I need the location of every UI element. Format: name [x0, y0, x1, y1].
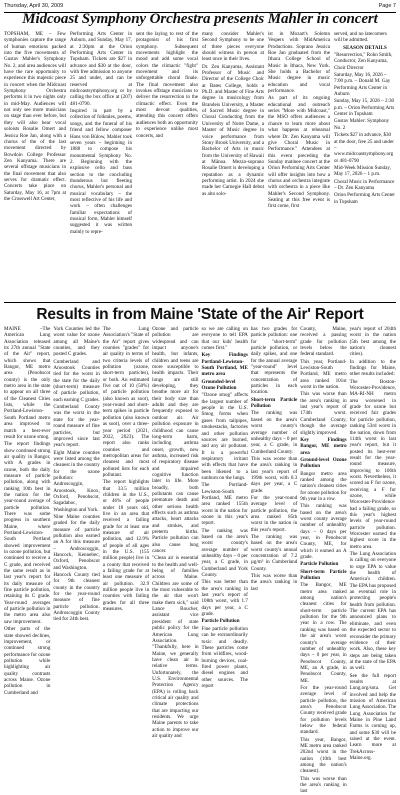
- subhead: Particle Pollution: [201, 618, 240, 625]
- paragraph: Cumberland County was the worst in the state for the year-round measure of fine particles, but improved since last year's report.: [53, 404, 100, 449]
- symphony-headline: Midcoast Symphony Orchestra presents Mahler in concert: [22, 11, 378, 27]
- symphony-col-2: [70, 31, 132, 299]
- season-program: "Resurrection," Rohn Smith, Conductor, Zen Kanyama, Choir Director: [334, 52, 393, 71]
- paragraph: This year, Portland-Lewiston-South Portland, ME metro area ranked 101st worst in the nation.: [300, 358, 347, 391]
- page-date: Thursday, April 30, 2009: [4, 3, 64, 9]
- air-col-4: [152, 326, 199, 739]
- page-number: Page 7: [378, 3, 396, 9]
- paragraph: The ranking was based on the area's worst county's average number of unhealthy days – 0 per year, a C grade, in Cumberland and York County.: [201, 527, 248, 579]
- paragraph: Eight Maine counties were listed among the cleanest in the country for the ozone pollution: Androscoggin, Aroostook, Knox, Oxford, Penobscot, Sagadahoc, Washington and York.: [53, 449, 100, 513]
- paragraph: The report findings show continued strong air quality in Bangor, with A grades in ozone, both the daily measure of particle pollution, along with ranking 10th best in the nation for the year-round average of particle pollution. There was some progress in southern Maine, where Portland-Lewiston-South Portland showed improvement in ozone pollution, but continued to receive a C grade, and received the same result as in last year's report for its daily measure of fine particle pollution, retaining its C grade. Year-round averages of particle pollution in the metro area also saw improvement.: [4, 441, 51, 625]
- air-report-story: [4, 326, 396, 795]
- paragraph: The Bangor, ME metro area ranked among nation's cleanest cities for short-term particle pollution for the 9th year in a row. The ranking was based on the air area's worst county's average number of unhealthy days – 0 per year, in Penobscot County, ME, an A grade, in Penobscot County, ME.: [300, 582, 347, 684]
- paragraph: The ranking was based on the area's worst county's annual concentration of 7.2 µg/m³ in Cumberland County.: [250, 534, 298, 572]
- paragraph: MAINE –The American Lung Association released its 27th annual "State of the Air" report, which shows that Bangor, ME metro area (Penobscot county) is the only metro area in the state to appear on all three of the Cleanest Cities lists, while the Portland-Lewiston-South Portland metro area improved to match a best-ever result for ozone smog.: [4, 326, 51, 440]
- symphony-col-4: [202, 31, 264, 299]
- subhead: Grounded-level Ozone Pollution: [201, 378, 237, 392]
- paragraph: For the year-round average level of particle pollution, the area's Penobscot County received grade for pollution levels below the federal standard.: [300, 684, 347, 736]
- paragraph: sent the laying to rest of the protagonist of his first symphony. Subsequent movements highlight the mood and add some vocal colors the climactic "fight" movement and its unforgettable choral finale. The final movement also invokes offstage musicians to deliver the resurrection to the climactic effect. Even the most devout qualities, attending this concert offers audiences both an opportunity to experience unlike most concerts, and: [136, 31, 198, 139]
- symphony-col-5: [268, 31, 330, 299]
- paragraph: Fine particle pollution can be extraordinarily toxic and deadly. These particles come from wildfires, wood-burning devices, coal-fired power plants, diesel engines and other sources. The report: [201, 625, 248, 689]
- paragraph: Bangor metro area ranked among the nation's cleanest cities for ozone pollution for 9th year in a row.: [300, 470, 347, 502]
- paragraph: As part of its ongoing educational and outreach series "More with Midcoast," the MSO offers audiences a chance to learn more about what happens at rehearsal where Dr. Zen Kanyama will give Choral Music in Performance." Attendees at this event preceding the Sunday matinee concert at the Orion Performing Arts Center will offer insights into how a chorus and orchestra integrate with orchestra in a piece like Mahler's Second Symphony. Seating at this free event is first come, first: [268, 95, 330, 210]
- air-col-1: [4, 326, 51, 696]
- paragraph: Other parts of the state showed declines, improvement, or continued strong performance for ozone pollution while highlighting air quality contrasts across Maine. Ozone pollution in Cumberland and: [4, 626, 51, 696]
- paragraph: so we are calling on everyone to tell EPA that our kids' health comes first.": [201, 326, 248, 352]
- event-item: Tickets $27 in advance, $30 at the door, free 25 and under – www.midcoastsymphony.org or 481-0790: [334, 132, 394, 164]
- paragraph: The Boston-Worcester-Providence, MA-RI-NH metro area worsened in grade for ozone but received fair grades for particle pollution, ranking 53rd worst in the nation, down from 114th worst in last year's report, but it posted its best-ever result for the year-round measure, improving to 106th worst. Nevertheless, it scored an F for ozone, receiving a F for ozone, while Worcester-Providence had a failing grade, so this year's highest levels of year-round particle pollution. Worcester earned the highest score in the metro area.: [349, 378, 396, 550]
- paragraph: This year, Bangor, ME metro area ranked 202nd worst in the nation (10th best among the nation's cleanest).: [300, 736, 347, 775]
- paragraph: This ranking was based on the area's worst county average number of unhealthy days – 0 days per year, in Penobscot County, ME, for which it earned an A grade.: [300, 503, 347, 561]
- air-col-8: [349, 326, 396, 762]
- paragraph: Inspired in part by a collection of folktales, poems, songs, and the funeral of his friend and fellow composer Hans von Bülow, Mahler took seven years – beginning in 1888 to compose his monumental Symphony No. 2. Beginning with the explosive cello and bass section to the concluding thunderous but fleeting chorus, Mahler's personal and musical vocabulary – the most reflective of his life and work – often challenges familiar expectations of musical form, Mahler himself suggested it was written mainly to repre-: [70, 108, 132, 235]
- paragraph: Nine Maine counties graded for the daily measure of particle pollution also earned an A for this measure – Androscoggin, Hancock, Kennebec, Oxford, Penobscot and Washington.: [53, 513, 100, 571]
- event-item: Mid-Week Mission Sunday, May 17, 2026 – 1 p.m.: [334, 164, 391, 178]
- paragraph: Performing Arts Center in Auburn, and Sunday, May 17, at 2:30pm at the Orion Performing Arts Center in Topsham. Tickets are $27 in advance and $30 at the door, with free admission to anyone 25 and under, and can be reserved at midcoastsymphony.org or by calling the box office at (207) 481-0790.: [70, 31, 132, 107]
- symphony-story: [4, 31, 396, 299]
- subhead: Short-term Particle Pollution: [300, 568, 347, 582]
- event-item: Gustav Mahler: Symphony No. 2: [334, 118, 390, 131]
- paragraph: In addition to the findings for Maine, other results included:: [349, 358, 396, 378]
- event-item: Sunday, May 15, 2026 – 2:30 p.m. – Orion Performing Arts Center in Topsham: [334, 98, 395, 118]
- air-col-2: [53, 326, 100, 623]
- paragraph: York Counties led the worst value for ozone among all Maine's counties, and they posted C grades.: [53, 326, 100, 358]
- paragraph: The Lung Association's "State of the Air" report gives counties "grades" for air quality in terms of two criteria levels of pollution (ozone, short-term particles), or both. An estimated five out of 10 (50%) of particle pollution (also known as soot), year-round and short-term spikes in particle pollution (also known as soot), over a three-year period (2021, 2022, 2023). The report also ranks counties and metropolitan areas for cleanest and most polluted lists for each pollutant.: [102, 326, 150, 478]
- air-col-7: [300, 326, 347, 795]
- section-rule: [4, 302, 396, 303]
- subhead: Ground-level Ozone Pollution: [300, 456, 347, 470]
- paragraph: "Clean air is essential to the health and well-being of families across Maine. Children are some of the most vulnerable to the air that won't make them sick," said Lance Boucher, assistant vice president of state public policy for the American Lung Association. "Thankfully, here in Maine, we generally have clean air in relative terms. Unfortunately, the U.S. Environmental Protection Agency (EPA) is rolling back critical air quality and climate protections that are impacting our residents. We urge Maine parents to take action to improve our air quality and: [152, 555, 199, 739]
- paragraph: The report highlights that 33.5 million children in the U.S., or 46% of people under 18 years old, live in an area that received a failing grade for at least one measure of air pollution, and 12.9% of people of all ages in the U.S. (155 million people) live in a county that received a failing grade for at least one measure of air pollution. 32.9 million people live in counties with failing grades for all three measures.: [102, 479, 150, 613]
- paragraph: This was worse than the area's ranking in last: [250, 573, 298, 592]
- air-col-6: [251, 326, 297, 605]
- paragraph: Ozone and particle pollution are widespread and can impact anyone's health, but infants, children and teens are more susceptible to health impacts. Their lungs are still developing, they breathe more air for their body size than adults and they are frequently exposed to outdoor air. Air pollution exposure in childhood can cause long-term harm, including asthma onset, growth, new asthma, increased risk of respiratory disease and impaired cognitive function later in life. More broadly, both pollutants can cause premature death and other serious health effects such as asthma attacks, heart attacks and strokes, and preterm births. Particle pollution can also cause lung cancer.: [152, 326, 199, 555]
- event-item: Choral Music in Performance – Dr. Zen Kanyama: [334, 178, 395, 191]
- paragraph: TOPSHAM, ME – Few symphonies capture the range of human emotions packed into the five movements of Gustav Mahler's Symphony No. 2, and area audiences will have the rare opportunity to experience this majestic piece in concert when the Midcoast Symphony Orchestra performs it in two nights only in mid-May. Audiences will not only see more musicians on stage than ever before, but they will also hear vocal soloists Rosalie Omert and Jessica Roe Jan, along with a chorus of the of the last movement directed by Bowdoin College Professor Zen Kanyama. There are several offstage musicians in the final movement that also serves for dramatic effect. Concerts take place on Saturday, May 16, at 7pm at the Crosswell Art Center,: [4, 31, 66, 202]
- paragraph: The Lung Association is calling on everyone to urge EPA to value the health of America's children. The EPA has proposed an eventual role in protecting people's health from pollution. The current EPA has announced plans to eliminate, and even the expected sector to reconsider the primary evidence of their work. Also, these key steps are being taken at the state of the EPA as well.: [349, 551, 396, 672]
- paragraph: Hancock County tied for 9th cleanest county in the country for the year-round measure of fine particle pollution. Androscoggin County tied for 24th best.: [53, 572, 100, 623]
- paragraph: Dr. Zen Kanyama, Assistant Professor of Music and Director of the College Choir at Bates College, holds a Ph.D. and Master of Fine Arts degree in musicology from Brandeis University, a Master of Sacred Music degree in Choral Conducting from the University of Notre Dame, a Master of Music degree in voice performance from Stony Brook University, and a Bachelor of Arts in music from the University of Hawaii at Mānoa. Mezzo-soprano Rosalie Omert is developing a reputation as a dynamic performing artist. In 2024 she made her Carnegie Hall debut as alto solo-: [202, 63, 264, 197]
- paragraph: This was worse than the area's ranking in last: [300, 775, 347, 795]
- paragraph: many consider Mahler's Second Symphony to be one of three pieces everyone should witness in person at least once in their lives.: [202, 31, 264, 63]
- paragraph: year's report of 204th worst in the nation (5th best among the nation's cleanest cities).: [349, 326, 396, 358]
- paragraph: This was worse than the area's ranking in last year's report of 174th worst. Cumberland County, though the average slightly improved.: [300, 391, 347, 436]
- paragraph: The ranking was based on the area's worst county's average number of unhealthy days – 0 per year, a C grade, in Cumberland County.: [250, 410, 298, 455]
- symphony-col-1: [4, 31, 66, 299]
- paragraph: County, Maine, received a passing grade for pollution levels below the federal standard.: [300, 326, 347, 358]
- paragraph: See the full report results at Lung.org/sota. Get involved and help the mission of American Lung Association. The Lung Association for Maine in Pine Land Farms is coming up, and some $30 will be raised at the event. Learn more at TrekAcross-Maine.org.: [349, 672, 396, 762]
- paragraph: "Ozone smog" affects the largest number of people in the U.S. Smog forms when gases from tailpipes, smokestacks, factories and other pollution sources are burned, and any air pollutant. It is a powerful respiratory irritant with effects that have been likened to a sunburn on the lungs.: [201, 392, 248, 481]
- air-report-headline: Results in from Maine 'State of the Air' Report: [36, 306, 364, 323]
- subhead: Key Findings Portland-Lewiston-South Portland, ME metro area: [201, 352, 248, 378]
- paragraph: has two grades for particle pollution: one for "short-term" particle pollution, or daily spikes, and one for the annual average "year-round" level that represents the concentration of particles in each location.: [250, 326, 298, 396]
- event-item: Saturday, May 16, 2026 – 7:00 p.m. – Donald M. Gay Performing Arts Center in Auburn: [334, 72, 391, 98]
- paragraph: Cumberland and Aroostook Counties tied for the worst in the state for the daily (short-term) measure of particle pollution, each earning C grades.: [53, 358, 100, 403]
- air-col-5: [201, 326, 248, 689]
- subhead: Key Findings Bangor, ME metro area: [300, 436, 347, 456]
- event-item: Orion Performing Arts Center in Topsham: [334, 192, 395, 205]
- paragraph: ist in Mozart's Solemn Vespers with MidAmerica Productions. Soprano Jessica Roe Jan graduated from the Ithaca College School of Music in Ithaca, New York. She holds a Bachelor of Music degree in music education and vocal performance.: [268, 31, 330, 95]
- subhead: Short-term Particle Pollution: [250, 396, 298, 410]
- paragraph: served, and no latecomers will be admitted.: [334, 31, 387, 44]
- subhead: Particle Pollution: [300, 561, 339, 568]
- paragraph: This was better than the area's ranking in last year's report of 108th worst, with 1.7 days per year, a C grade.: [201, 579, 248, 618]
- season-details-title: SEASON DETAILS: [343, 44, 387, 51]
- symphony-col-3: [136, 31, 198, 299]
- paragraph: This was worse than the area's ranking in last year's report of 199th worst, with 0.3 days per year, a C grade.: [250, 455, 298, 494]
- paragraph: For the year-round average level of particle pollution, the area ranked 85th worst in the nation in this year's report.: [250, 494, 298, 533]
- symphony-col-6: [334, 31, 396, 299]
- air-col-3: [102, 326, 150, 613]
- paragraph: The Portland-Lewiston-South Portland, ME metro area ranked 155th worst in the nation for ozone in this year's report.: [201, 482, 248, 527]
